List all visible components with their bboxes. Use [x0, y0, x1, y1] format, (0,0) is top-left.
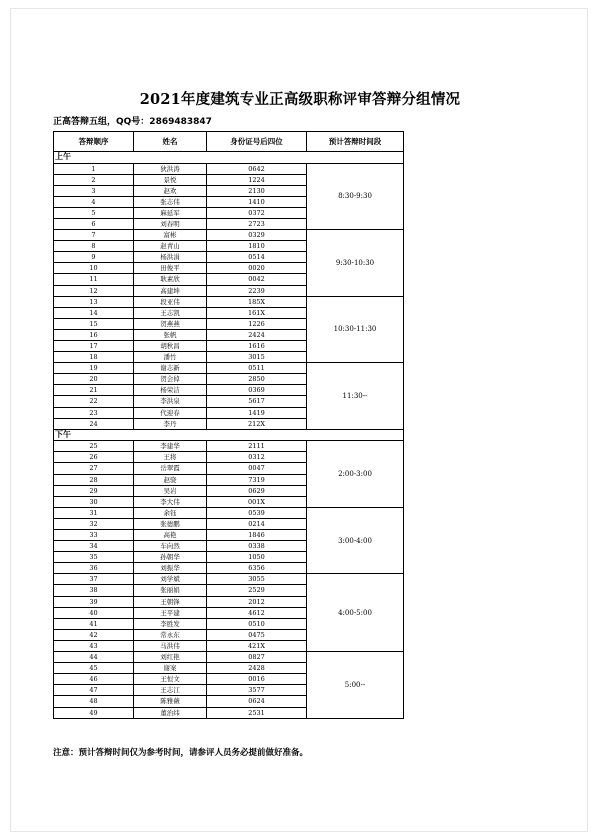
cell-name: 常永东 [134, 629, 207, 640]
section-label: 下午 [54, 429, 404, 441]
cell-id-last4: 212X [207, 418, 307, 429]
cell-id-last4: 1226 [207, 318, 307, 329]
table-row [54, 296, 404, 307]
cell-id-last4: 0369 [207, 385, 307, 396]
cell-id-last4: 0047 [207, 463, 307, 474]
cell-id-last4: 0511 [207, 363, 307, 374]
cell-name: 刘红艳 [134, 652, 207, 663]
cell-order: 3 [54, 185, 134, 196]
cell-order: 43 [54, 640, 134, 651]
cell-order: 25 [54, 441, 134, 452]
cell-time-slot: 11:30-- [307, 363, 404, 430]
cell-order: 48 [54, 696, 134, 707]
cell-name: 刘学斌 [134, 574, 207, 585]
cell-order: 19 [54, 363, 134, 374]
cell-id-last4: 0042 [207, 274, 307, 285]
cell-name: 张丽娟 [134, 585, 207, 596]
cell-name: 王恒文 [134, 674, 207, 685]
cell-id-last4: 1846 [207, 530, 307, 541]
cell-name: 陈雅薇 [134, 696, 207, 707]
cell-order: 35 [54, 552, 134, 563]
cell-order: 21 [54, 385, 134, 396]
cell-order: 32 [54, 518, 134, 529]
cell-name: 高建坤 [134, 285, 207, 296]
cell-name: 赵欢 [134, 185, 207, 196]
section-label: 上午 [54, 152, 404, 164]
cell-order: 4 [54, 196, 134, 207]
section-row [54, 429, 404, 441]
cell-name: 王志江 [134, 685, 207, 696]
cell-id-last4: 185X [207, 296, 307, 307]
cell-order: 29 [54, 485, 134, 496]
cell-order: 38 [54, 585, 134, 596]
cell-id-last4: 1419 [207, 407, 307, 418]
cell-order: 33 [54, 530, 134, 541]
cell-id-last4: 5617 [207, 396, 307, 407]
cell-name: 高艳 [134, 530, 207, 541]
cell-id-last4: 1050 [207, 552, 307, 563]
cell-id-last4: 1224 [207, 174, 307, 185]
cell-name: 张德鹏 [134, 518, 207, 529]
cell-name: 马洪伟 [134, 640, 207, 651]
cell-order: 28 [54, 474, 134, 485]
header-id-last4: 身份证号后四位 [207, 132, 307, 152]
cell-id-last4: 0016 [207, 674, 307, 685]
cell-order: 30 [54, 496, 134, 507]
cell-name: 张志伟 [134, 196, 207, 207]
cell-id-last4: 161X [207, 307, 307, 318]
table-row [54, 163, 404, 174]
cell-order: 24 [54, 418, 134, 429]
cell-order: 26 [54, 452, 134, 463]
cell-order: 39 [54, 596, 134, 607]
section-row [54, 152, 404, 164]
cell-id-last4: 1810 [207, 241, 307, 252]
cell-name: 余钰 [134, 507, 207, 518]
cell-name: 贺会倬 [134, 374, 207, 385]
table-row [54, 574, 404, 585]
cell-id-last4: 4612 [207, 607, 307, 618]
cell-id-last4: 2850 [207, 374, 307, 385]
cell-name: 景悦 [134, 174, 207, 185]
header-order: 答辩顺序 [54, 132, 134, 152]
cell-name: 王将 [134, 452, 207, 463]
cell-name: 李洪泉 [134, 396, 207, 407]
cell-time-slot: 2:00-3:00 [307, 441, 404, 508]
cell-id-last4: 0338 [207, 541, 307, 552]
defense-schedule-table [53, 131, 404, 719]
cell-name: 李胜发 [134, 618, 207, 629]
cell-name: 刘振华 [134, 563, 207, 574]
cell-name: 赵青山 [134, 241, 207, 252]
cell-order: 14 [54, 307, 134, 318]
cell-id-last4: 2111 [207, 441, 307, 452]
cell-name: 杨洪涓 [134, 252, 207, 263]
cell-name: 岳翠霞 [134, 463, 207, 474]
cell-name: 孙朝华 [134, 552, 207, 563]
table-row [54, 652, 404, 663]
cell-order: 7 [54, 230, 134, 241]
cell-id-last4: 0475 [207, 629, 307, 640]
cell-name: 王志凯 [134, 307, 207, 318]
cell-id-last4: 2424 [207, 329, 307, 340]
cell-name: 麻延军 [134, 207, 207, 218]
document-title: 2021年度建筑专业正高级职称评审答辩分组情况 [139, 91, 461, 108]
cell-id-last4: 0624 [207, 696, 307, 707]
cell-name: 代迎春 [134, 407, 207, 418]
cell-name: 董治纬 [134, 707, 207, 718]
cell-order: 31 [54, 507, 134, 518]
cell-id-last4: 2428 [207, 663, 307, 674]
cell-name: 谢案 [134, 663, 207, 674]
cell-id-last4: 2723 [207, 218, 307, 229]
cell-id-last4: 6356 [207, 563, 307, 574]
cell-name: 李建华 [134, 441, 207, 452]
cell-name: 狄洪涛 [134, 163, 207, 174]
cell-time-slot: 4:00-5:00 [307, 574, 404, 652]
cell-name: 富彬 [134, 230, 207, 241]
cell-id-last4: 2130 [207, 185, 307, 196]
group-contact-info: 正高答辩五组，QQ号：2869483847 [53, 117, 212, 127]
cell-id-last4: 0514 [207, 252, 307, 263]
cell-name: 王朝锋 [134, 596, 207, 607]
cell-id-last4: 0214 [207, 518, 307, 529]
cell-name: 贺燕燕 [134, 318, 207, 329]
header-time-slot: 预计答辩时间段 [307, 132, 404, 152]
cell-order: 34 [54, 541, 134, 552]
cell-order: 42 [54, 629, 134, 640]
cell-name: 吴岩 [134, 485, 207, 496]
header-name: 姓名 [134, 132, 207, 152]
cell-order: 9 [54, 252, 134, 263]
cell-order: 2 [54, 174, 134, 185]
attention-note: 注意：预计答辩时间仅为参考时间，请参评人员务必提前做好准备。 [53, 748, 309, 758]
cell-id-last4: 421X [207, 640, 307, 651]
cell-order: 47 [54, 685, 134, 696]
cell-id-last4: 0510 [207, 618, 307, 629]
cell-id-last4: 1616 [207, 341, 307, 352]
cell-order: 44 [54, 652, 134, 663]
cell-time-slot: 5:00-- [307, 652, 404, 719]
cell-order: 1 [54, 163, 134, 174]
cell-id-last4: 2529 [207, 585, 307, 596]
cell-name: 段亚伟 [134, 296, 207, 307]
cell-order: 8 [54, 241, 134, 252]
cell-order: 36 [54, 563, 134, 574]
cell-order: 11 [54, 274, 134, 285]
cell-time-slot: 8:30-9:30 [307, 163, 404, 230]
cell-order: 17 [54, 341, 134, 352]
cell-order: 10 [54, 263, 134, 274]
cell-order: 13 [54, 296, 134, 307]
cell-name: 刘春明 [134, 218, 207, 229]
cell-id-last4: 2239 [207, 285, 307, 296]
cell-order: 49 [54, 707, 134, 718]
cell-time-slot: 9:30-10:30 [307, 230, 404, 297]
cell-name: 李丹 [134, 418, 207, 429]
cell-id-last4: 3015 [207, 352, 307, 363]
cell-name: 胡秋昌 [134, 341, 207, 352]
cell-order: 46 [54, 674, 134, 685]
cell-id-last4: 2531 [207, 707, 307, 718]
cell-id-last4: 001X [207, 496, 307, 507]
cell-name: 潘竹 [134, 352, 207, 363]
table-row [54, 230, 404, 241]
table-row [54, 507, 404, 518]
cell-order: 12 [54, 285, 134, 296]
table-row [54, 441, 404, 452]
cell-name: 杨荣洁 [134, 385, 207, 396]
cell-order: 5 [54, 207, 134, 218]
cell-name: 王平建 [134, 607, 207, 618]
cell-id-last4: 0329 [207, 230, 307, 241]
cell-id-last4: 0642 [207, 163, 307, 174]
cell-name: 耿素欣 [134, 274, 207, 285]
cell-order: 20 [54, 374, 134, 385]
cell-order: 18 [54, 352, 134, 363]
table-header-row [54, 132, 404, 152]
cell-time-slot: 10:30-11:30 [307, 296, 404, 363]
cell-name: 田俊平 [134, 263, 207, 274]
cell-order: 41 [54, 618, 134, 629]
cell-id-last4: 0372 [207, 207, 307, 218]
cell-id-last4: 0312 [207, 452, 307, 463]
cell-id-last4: 3577 [207, 685, 307, 696]
cell-id-last4: 7319 [207, 474, 307, 485]
cell-id-last4: 1410 [207, 196, 307, 207]
cell-id-last4: 0020 [207, 263, 307, 274]
cell-order: 45 [54, 663, 134, 674]
cell-id-last4: 0539 [207, 507, 307, 518]
cell-order: 37 [54, 574, 134, 585]
cell-order: 23 [54, 407, 134, 418]
cell-name: 李大伟 [134, 496, 207, 507]
cell-time-slot: 3:00-4:00 [307, 507, 404, 574]
cell-order: 16 [54, 329, 134, 340]
cell-order: 40 [54, 607, 134, 618]
cell-name: 赵骁 [134, 474, 207, 485]
table-body [54, 152, 404, 719]
cell-id-last4: 0629 [207, 485, 307, 496]
cell-name: 车向然 [134, 541, 207, 552]
cell-id-last4: 3055 [207, 574, 307, 585]
cell-order: 27 [54, 463, 134, 474]
cell-name: 张帆 [134, 329, 207, 340]
cell-order: 22 [54, 396, 134, 407]
cell-order: 15 [54, 318, 134, 329]
table-row [54, 363, 404, 374]
cell-id-last4: 0827 [207, 652, 307, 663]
cell-name: 谢志新 [134, 363, 207, 374]
cell-order: 6 [54, 218, 134, 229]
cell-id-last4: 2012 [207, 596, 307, 607]
